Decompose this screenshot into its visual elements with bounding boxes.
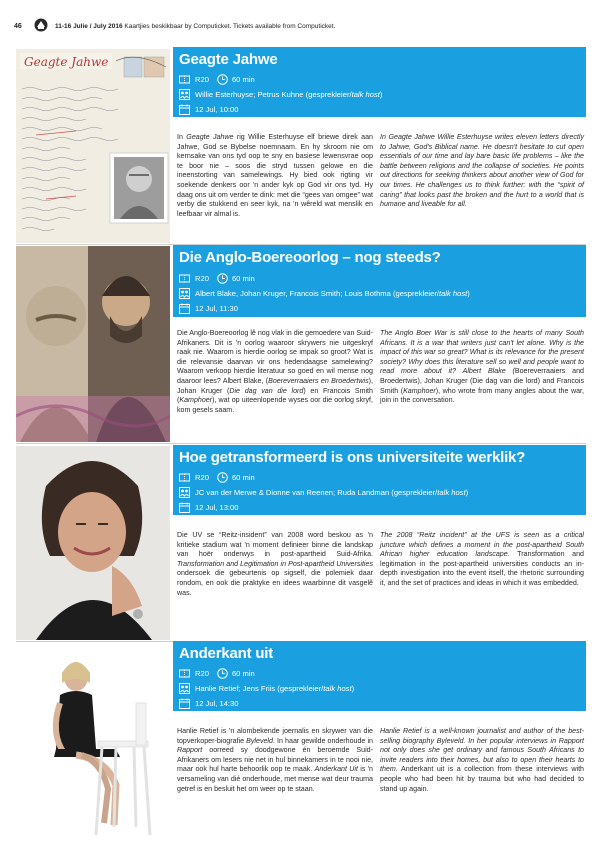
woman-seated-icon bbox=[16, 643, 170, 839]
price-duration bbox=[179, 472, 255, 483]
people-icon bbox=[179, 89, 190, 100]
ticket-icon bbox=[179, 668, 190, 679]
english-description: The 2008 “Reitz incident” at the UFS is seen as a critical juncture which defines a moment in the post-apartheid South African higher education landscape. Transformation and legitimation in the post-apartheid universities conducts an in-depth investigation into the event itself, the rhetoric surrounding it, and the set of practices and ideas in which it was embedded. bbox=[380, 531, 584, 587]
clock-icon bbox=[217, 668, 228, 679]
speakers-row bbox=[179, 288, 470, 299]
section-divider bbox=[16, 443, 586, 444]
event-header bbox=[173, 445, 586, 515]
date-row bbox=[179, 303, 238, 314]
event-duration: 60 min bbox=[231, 274, 255, 283]
event-header bbox=[173, 245, 586, 317]
letter-collage-image bbox=[16, 49, 170, 243]
clock-icon bbox=[217, 273, 228, 284]
english-description: The Anglo Boer War is still close to the hearts of many South Africans. It is a war that writers just can't let alone. Why is the impact of this war so great? What is its relevance for the present society? Why does this literature sell so well and people want to read more about it? Albert Blake (Boereverraaiers and Broedertwis), Johan Kruger (Die dag van die lord) and Francois Smith (Kamphoer), who wrote from many angles about the war, join in the conversation. bbox=[380, 329, 584, 405]
event-header bbox=[173, 47, 586, 117]
afrikaans-description: Hanlie Retief is 'n alombekende joernalis en skrywer van die topverkoper-biografie Byleveld. In haar gewilde onderhoude in Rapport oorreed sy doodgewone én beroemde Suid-Afrikaners om lesers nie net in hul binnekamers in te nooi nie, maar ook hul harte behoorlik oop te maak. Anderkant Uit is 'n versameling van dié onderhoude, met mense wat deur trauma getref is en besluit het om weer op te staan. bbox=[177, 727, 373, 793]
price-duration bbox=[179, 668, 255, 679]
event-price: R20 bbox=[195, 473, 209, 482]
english-description: Hanlie Retief is a well-known journalist and author of the best-selling biography Byleveld. In her popular interviews in Rapport not only does she get ordinary and famous South Africans to invite readers into their homes, but also to open their hearts to them. Anderkant uit is a collection from these interviews with people who had been hit by trauma but who had decided to stand up again. bbox=[380, 727, 584, 793]
people-icon bbox=[179, 683, 190, 694]
calendar-icon bbox=[179, 502, 190, 513]
event-price: R20 bbox=[195, 669, 209, 678]
clock-icon bbox=[217, 472, 228, 483]
ticket-info: Kaartjies beskikbaar by Computicket. Tickets available from Computicket. bbox=[124, 23, 336, 30]
festival-dates: 11-16 Julie / July 2016 bbox=[55, 23, 123, 30]
speakers-row bbox=[179, 487, 468, 498]
event-title: Anderkant uit bbox=[179, 645, 274, 662]
ticket-icon bbox=[179, 273, 190, 284]
ticket-icon bbox=[179, 472, 190, 483]
people-icon bbox=[179, 487, 190, 498]
ruda-landman-photo bbox=[16, 446, 170, 640]
event-speakers: Hanlie Retief; Jens Friis (gesprekleier/talk host) bbox=[195, 684, 355, 693]
page-number: 46 bbox=[14, 23, 22, 30]
event-date: 12 Jul, 10:00 bbox=[195, 105, 239, 114]
event-anglo-boereoorlog bbox=[0, 245, 600, 443]
speakers-row bbox=[179, 683, 354, 694]
event-duration: 60 min bbox=[231, 75, 255, 84]
event-title: Die Anglo-Boereoorlog – nog steeds? bbox=[179, 249, 441, 266]
event-title: Hoe getransformeerd is ons universiteite werklik? bbox=[179, 449, 526, 466]
header-info bbox=[55, 23, 335, 30]
event-date: 12 Jul, 11:30 bbox=[195, 304, 238, 313]
clock-icon bbox=[217, 74, 228, 85]
date-row bbox=[179, 502, 239, 513]
hanlie-retief-photo bbox=[16, 643, 170, 839]
event-duration: 60 min bbox=[231, 473, 255, 482]
date-row bbox=[179, 104, 239, 115]
date-row bbox=[179, 698, 239, 709]
event-universiteite bbox=[0, 445, 600, 641]
english-description: In Geagte Jahwe Willie Esterhuyse writes eleven letters directly to Jahwe, God's Biblical name. He doesn't hesitate to cut open essentials of our time and lay bare basic life problems – like the battle between religions and the collapse of societies. He points out directions for seeking thinkers about another view of God for our times. He challenges us to think further: with the “spirit of caring” that looks past the broken and the hurt to a world that is humane and liveable for all. bbox=[380, 133, 584, 209]
portrait-collage-icon bbox=[16, 246, 170, 442]
calendar-icon bbox=[179, 303, 190, 314]
event-price: R20 bbox=[195, 274, 209, 283]
image-caption: Geagte Jahwe bbox=[24, 55, 109, 69]
price-duration bbox=[179, 74, 255, 85]
event-speakers: Willie Esterhuyse; Petrus Kuhne (gesprekleier/talk host) bbox=[195, 90, 383, 99]
page-header bbox=[0, 0, 600, 34]
event-date: 12 Jul, 13:00 bbox=[195, 503, 239, 512]
woman-portrait-icon bbox=[16, 446, 170, 640]
event-date: 12 Jul, 14:30 bbox=[195, 699, 239, 708]
historical-portraits-image bbox=[16, 246, 170, 442]
ticket-icon bbox=[179, 74, 190, 85]
calendar-icon bbox=[179, 698, 190, 709]
event-speakers: JC van der Merwe & Dionne van Reenen; Ruda Landman (gesprekleier/talk host) bbox=[195, 488, 469, 497]
afrikaans-description: Die Anglo-Boereoorlog lê nog vlak in die gemoedere van Suid-Afrikaners. Dit is 'n oorlog waaroor skrywers nie uitgeskryf raak nie. Waarom is hierdie oorlog se impak so groot? Wat is die relevansie daarvan vir ons hedendaagse samelewing? Waarom verkoop hierdie literatuur so goed en wil mense nog daaroor lees? Albert Blake, (Boereverraaiers en Broedertwis), Johan Kruger (Die dag van die lord) en Francois Smith (Kamphoer), wat op uiteenlopende wyses oor die oorlog skryf, kom gesels saam. bbox=[177, 329, 373, 414]
price-duration bbox=[179, 273, 255, 284]
calendar-icon bbox=[179, 104, 190, 115]
festival-logo-icon bbox=[34, 18, 48, 32]
handwritten-letter-icon bbox=[16, 49, 170, 243]
event-price: R20 bbox=[195, 75, 209, 84]
people-icon bbox=[179, 288, 190, 299]
event-anderkant-uit bbox=[0, 641, 600, 841]
speakers-row bbox=[179, 89, 382, 100]
event-header bbox=[173, 641, 586, 711]
afrikaans-description: Die UV se “Reitz-insident” van 2008 word beskou as 'n kritieke stadium wat 'n moment definieer binne die landskap van hoër onderwys in post-apartheid Suid-Afrika. Transformation and Legitimation in Post-apartheid Universities ondersoek die gebeurtenis op sigself, die polemiek daar rondom, en ook die praktyke en idees waarbinne dit vasgelê was. bbox=[177, 531, 373, 597]
event-speakers: Albert Blake, Johan Kruger, Francois Smith; Louis Bothma (gesprekleier/talk host) bbox=[195, 289, 470, 298]
event-duration: 60 min bbox=[231, 669, 255, 678]
event-title: Geagte Jahwe bbox=[179, 51, 278, 68]
event-geagte-jahwe bbox=[0, 47, 600, 245]
afrikaans-description: In Geagte Jahwe rig Willie Esterhuyse elf briewe direk aan Jahwe, God se Bybelse noemnaam. En hy skroom nie om kernsake van ons tyd oop te sny en basiese lewensvrae oop te boor nie – soos die stryd tussen gelowe en die ineenstorting van samelewings. Hy bied ook rigting vir soekende denkers oor 'n ander kyk op God vir ons tyd. Hy daag ons uit om verder te dink: met die “gees van omgee” wat verby die stukkend en seer kyk, na 'n wêreld wat menslik en leefbaar vir almal is. bbox=[177, 133, 373, 218]
